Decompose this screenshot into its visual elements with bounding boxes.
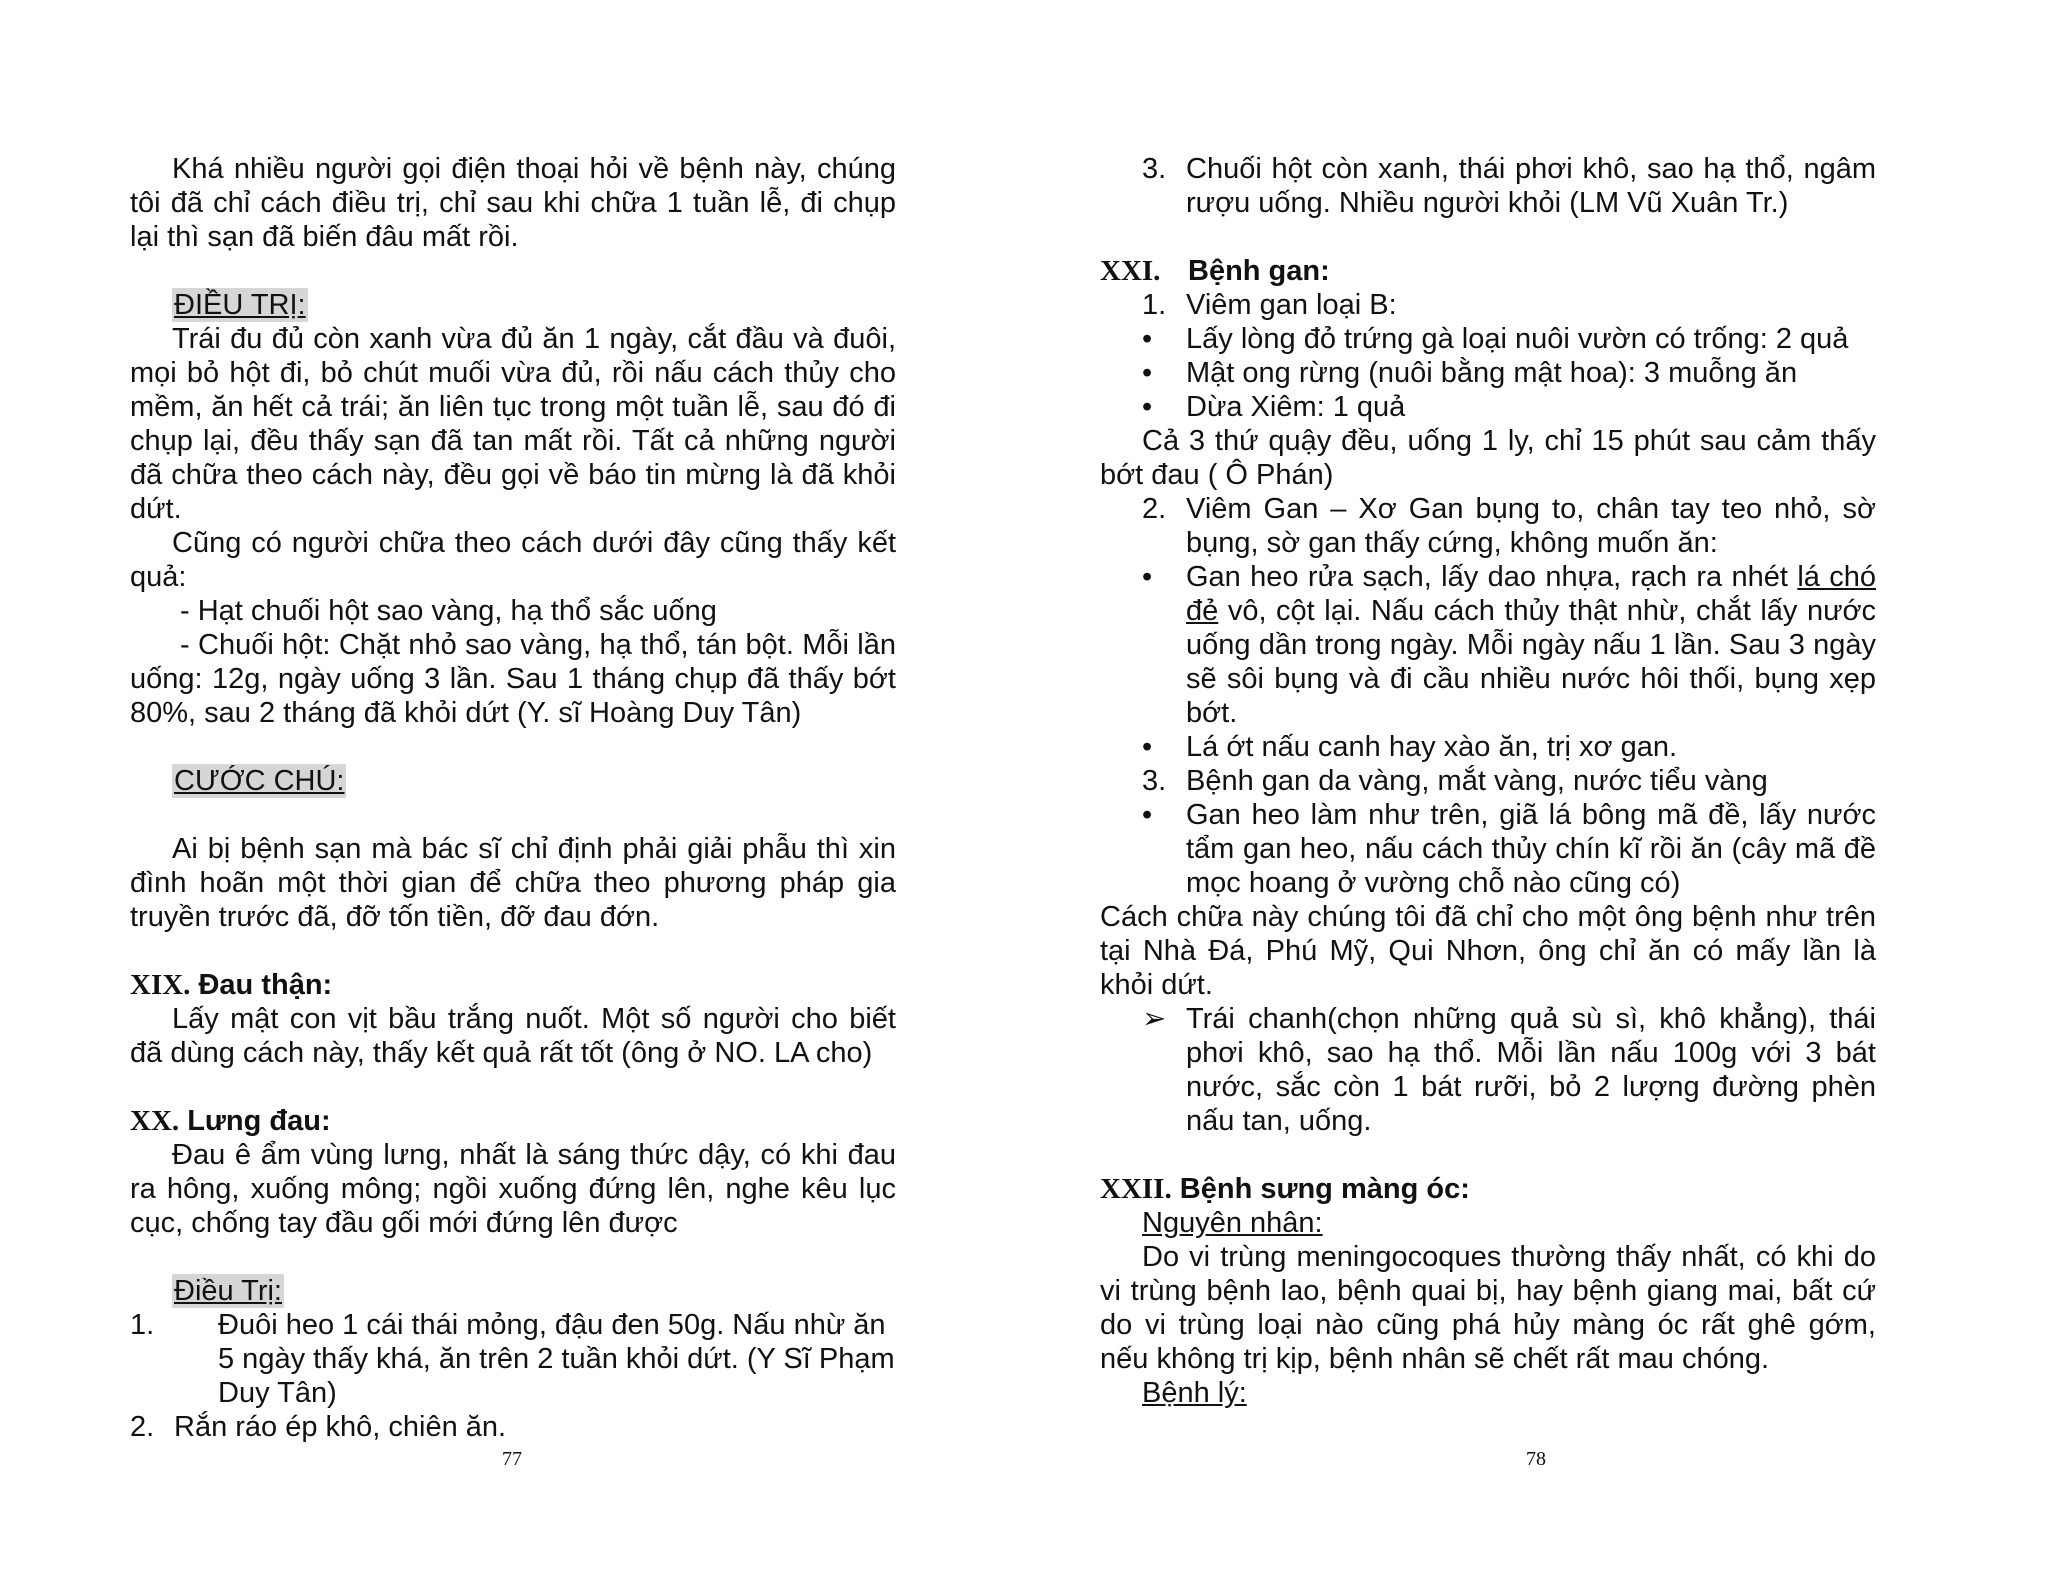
numbered-item-3: 3. Chuối hột còn xanh, thái phơi khô, sao hạ thổ, ngâm rượu uống. Nhiều người khỏi (LM Vũ Xuân Tr.) — [1142, 153, 1876, 219]
numbered-item-1: 1. Đuôi heo 1 cái thái mỏng, đậu đen 50g. Nấu nhừ ăn 5 ngày thấy khá, ăn trên 2 tuần khỏi dứt. (Y Sĩ Phạm Duy Tân) — [130, 1309, 895, 1409]
dieu-tri-item-1: - Hạt chuối hột sao vàng, hạ thổ sắc uống — [180, 595, 717, 627]
section-xix-text: Lấy mật con vịt bầu trắng nuốt. Một số người cho biết đã dùng cách này, thấy kết quả rất tốt (ông ở NO. LA cho) — [130, 1003, 896, 1069]
benh-ly-heading: Bệnh lý: — [1142, 1377, 1247, 1409]
xx-dieu-tri-heading: Điều Trị: — [174, 1275, 282, 1307]
bullet-icon: • — [1142, 561, 1153, 593]
item-number: 1. — [130, 1309, 155, 1341]
page-number: 77 — [502, 1448, 522, 1470]
intro-paragraph: Khá nhiều người gọi điện thoại hỏi về bệnh này, chúng tôi đã chỉ cách điều trị, chỉ sau khi chữa 1 tuần lễ, đi chụp lại thì sạn đã biến đâu mất rồi. — [130, 153, 896, 253]
nguyen-nhan-heading: Nguyên nhân: — [1142, 1207, 1323, 1239]
section-xx-heading: XX. Lưng đau: — [130, 1105, 331, 1137]
dieu-tri-paragraph-2: Cũng có người chữa theo cách dưới đây cũng thấy kết quả: — [130, 527, 896, 593]
arrow-item: ➢ Trái chanh(chọn những quả sù sì, khô khẳng), thái phơi khô, sao hạ thổ. Mỗi lần nấu 100g với 3 bát nước, sắc còn 1 bát rưỡi, bỏ 2 lượng đường phèn nấu tan, uống. — [1142, 1003, 1876, 1137]
bullet-icon: • — [1142, 391, 1153, 423]
numbered-item-2: 2. Rắn ráo ép khô, chiên ăn. — [130, 1411, 507, 1443]
page-right — [1024, 0, 2048, 1582]
bullet-item: • Gan heo rửa sạch, lấy dao nhựa, rạch ra nhét lá chó đẻ vô, cột lại. Nấu cách thủy thật nhừ, chắt lấy nước uống dần trong ngày. Mỗi ngày nấu 1 lần. Sau 3 ngày sẽ sôi bụng và đi cầu nhiều nước hôi thối, bụng xẹp bớt. — [1142, 561, 1877, 729]
cuoc-chu-paragraph: Ai bị bệnh sạn mà bác sĩ chỉ định phải giải phẫu thì xin đình hoãn một thời gian để chữa theo phương pháp gia truyền trước đã, đỡ tốn tiền, đỡ đau đớn. — [130, 833, 896, 933]
item-number: 3. — [1142, 153, 1167, 185]
xxi-item-2: 2. Viêm Gan – Xơ Gan bụng to, chân tay teo nhỏ, sờ bụng, sờ gan thấy cứng, không muốn ăn: — [1142, 493, 1876, 559]
page-number: 78 — [1526, 1448, 1546, 1470]
section-xxi-heading: XXI. Bệnh gan: — [1100, 255, 1330, 287]
bullet-icon: • — [1142, 799, 1153, 831]
xxi-note: Cách chữa này chúng tôi đã chỉ cho một ông bệnh như trên tại Nhà Đá, Phú Mỹ, Qui Nhơn, ông chỉ ăn có mấy lần là khỏi dứt. — [1100, 901, 1876, 1001]
right-text-column — [1100, 152, 1876, 1410]
nguyen-nhan-paragraph: Do vi trùng meningocoques thường thấy nhất, có khi do vi trùng bệnh lao, bệnh quai bị, hay bệnh giang mai, bất cứ do vi trùng loại nào cũng phá hủy màng óc rất ghê gớm, nếu không trị kịp, bệnh nhân sẽ chết rất mau chóng. — [1100, 1241, 1876, 1375]
xxi-item-3: 3. Bệnh gan da vàng, mắt vàng, nước tiểu vàng — [1142, 765, 1768, 797]
bullet-icon: • — [1142, 731, 1153, 763]
bullet-item: • Lá ớt nấu canh hay xào ăn, trị xơ gan. — [1142, 731, 1678, 763]
underlined-term: lá chó đẻ — [1186, 561, 1877, 627]
dieu-tri-paragraph: Trái đu đủ còn xanh vừa đủ ăn 1 ngày, cắt đầu và đuôi, mọi bỏ hột đi, bỏ chút muối vừa đủ, rồi nấu cách thủy cho mềm, ăn hết cả trái; ăn liên tục trong một tuần lễ, sau đó đi chụp lại, đều thấy sạn đã tan mất rồi. Tất cả những người đã chữa theo cách này, đều gọi về báo tin mừng là đã khỏi dứt. — [130, 323, 896, 525]
arrow-bullet-icon: ➢ — [1142, 1003, 1167, 1035]
bullet-item: • Dừa Xiêm: 1 quả — [1142, 391, 1406, 423]
section-xx-text: Đau ê ẩm vùng lưng, nhất là sáng thức dậy, có khi đau ra hông, xuống mông; ngồi xuống đứng lên, nghe kêu lục cục, chống tay đầu gối mới đứng lên được — [130, 1139, 896, 1239]
section-xix-heading: XIX. Đau thận: — [130, 969, 333, 1001]
dieu-tri-item-2: - Chuối hột: Chặt nhỏ sao vàng, hạ thổ, tán bột. Mỗi lần uống: 12g, ngày uống 3 lần. Sau 1 tháng chụp đã thấy bớt 80%, sau 2 tháng đã khỏi dứt (Y. sĩ Hoàng Duy Tân) — [130, 629, 896, 729]
bullet-icon: • — [1142, 357, 1153, 389]
left-text-column — [130, 152, 896, 1444]
item-number: 2. — [130, 1411, 155, 1443]
bullet-icon: • — [1142, 323, 1153, 355]
bullet-item: • Lấy lòng đỏ trứng gà loại nuôi vườn có trống: 2 quả — [1142, 323, 1849, 355]
xxi-1-note: Cả 3 thứ quậy đều, uống 1 ly, chỉ 15 phút sau cảm thấy bớt đau ( Ô Phán) — [1100, 425, 1876, 491]
dieu-tri-heading: ĐIỀU TRỊ: — [174, 289, 306, 321]
xxi-item-1: 1. Viêm gan loại B: — [1142, 289, 1397, 321]
cuoc-chu-heading: CƯỚC CHÚ: — [174, 765, 345, 797]
section-xxii-heading: XXII. Bệnh sưng màng óc: — [1100, 1173, 1470, 1205]
bullet-item: • Mật ong rừng (nuôi bằng mật hoa): 3 muỗng ăn — [1142, 357, 1798, 389]
bullet-item: • Gan heo làm như trên, giã lá bông mã đề, lấy nước tẩm gan heo, nấu cách thủy chín kĩ rồi ăn (cây mã đề mọc hoang ở vường chỗ nào cũng có) — [1142, 799, 1876, 899]
